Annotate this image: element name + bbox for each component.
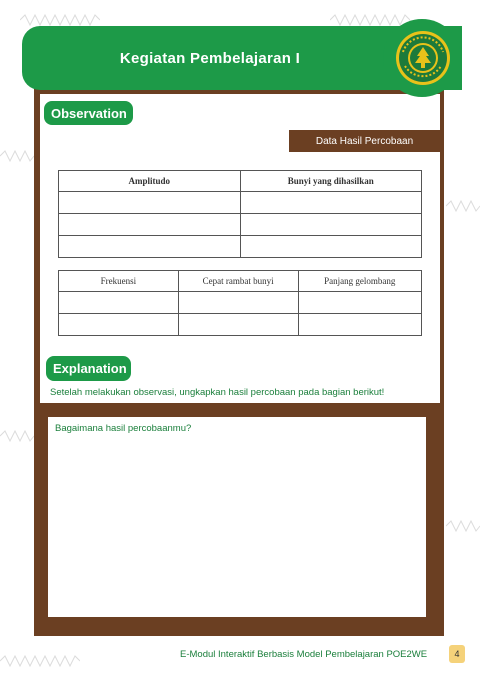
- table-cell[interactable]: [59, 292, 179, 314]
- table-header: Cepat rambat bunyi: [178, 271, 298, 292]
- page-title: Kegiatan Pembelajaran I: [119, 49, 301, 67]
- decorative-scribble: [0, 655, 80, 667]
- table-header: Panjang gelombang: [298, 271, 421, 292]
- table-cell[interactable]: [178, 314, 298, 336]
- observation-label: Observation: [44, 101, 133, 125]
- table-cell[interactable]: [59, 214, 241, 236]
- table-row: [59, 214, 422, 236]
- table-header: Amplitudo: [59, 171, 241, 192]
- table-cell[interactable]: [178, 292, 298, 314]
- table-cell[interactable]: [298, 292, 421, 314]
- table-row: [59, 192, 422, 214]
- decorative-scribble: [0, 150, 34, 162]
- frequency-table: [58, 270, 422, 336]
- table-cell[interactable]: [59, 314, 179, 336]
- page-number: 4: [449, 645, 465, 663]
- table-cell[interactable]: [240, 236, 422, 258]
- table-cell[interactable]: [240, 192, 422, 214]
- table-cell[interactable]: [298, 314, 421, 336]
- decorative-scribble: [330, 14, 410, 26]
- decorative-scribble: [446, 200, 480, 212]
- explanation-label: Explanation: [46, 356, 131, 381]
- table-cell[interactable]: [59, 192, 241, 214]
- decorative-scribble: [0, 430, 34, 442]
- decorative-scribble: [20, 14, 100, 26]
- table-cell[interactable]: [59, 236, 241, 258]
- table-header: Bunyi yang dihasilkan: [240, 171, 422, 192]
- amplitude-table: [58, 170, 422, 258]
- decorative-scribble: [446, 520, 480, 532]
- data-label: Data Hasil Percobaan: [289, 130, 440, 152]
- table-cell[interactable]: [240, 214, 422, 236]
- university-logo: [395, 30, 451, 86]
- table-row: [59, 292, 422, 314]
- instruction-text: Setelah melakukan observasi, ungkapkan hasil percobaan pada bagian berikut!: [50, 387, 385, 398]
- table-header: Frekuensi: [59, 271, 179, 292]
- table-row: [59, 314, 422, 336]
- table-row: [59, 236, 422, 258]
- question-text: Bagaimana hasil percobaanmu?: [55, 423, 192, 434]
- footer-text: E-Modul Interaktif Berbasis Model Pembelajaran POE2WE: [180, 649, 428, 660]
- answer-box[interactable]: [48, 417, 426, 617]
